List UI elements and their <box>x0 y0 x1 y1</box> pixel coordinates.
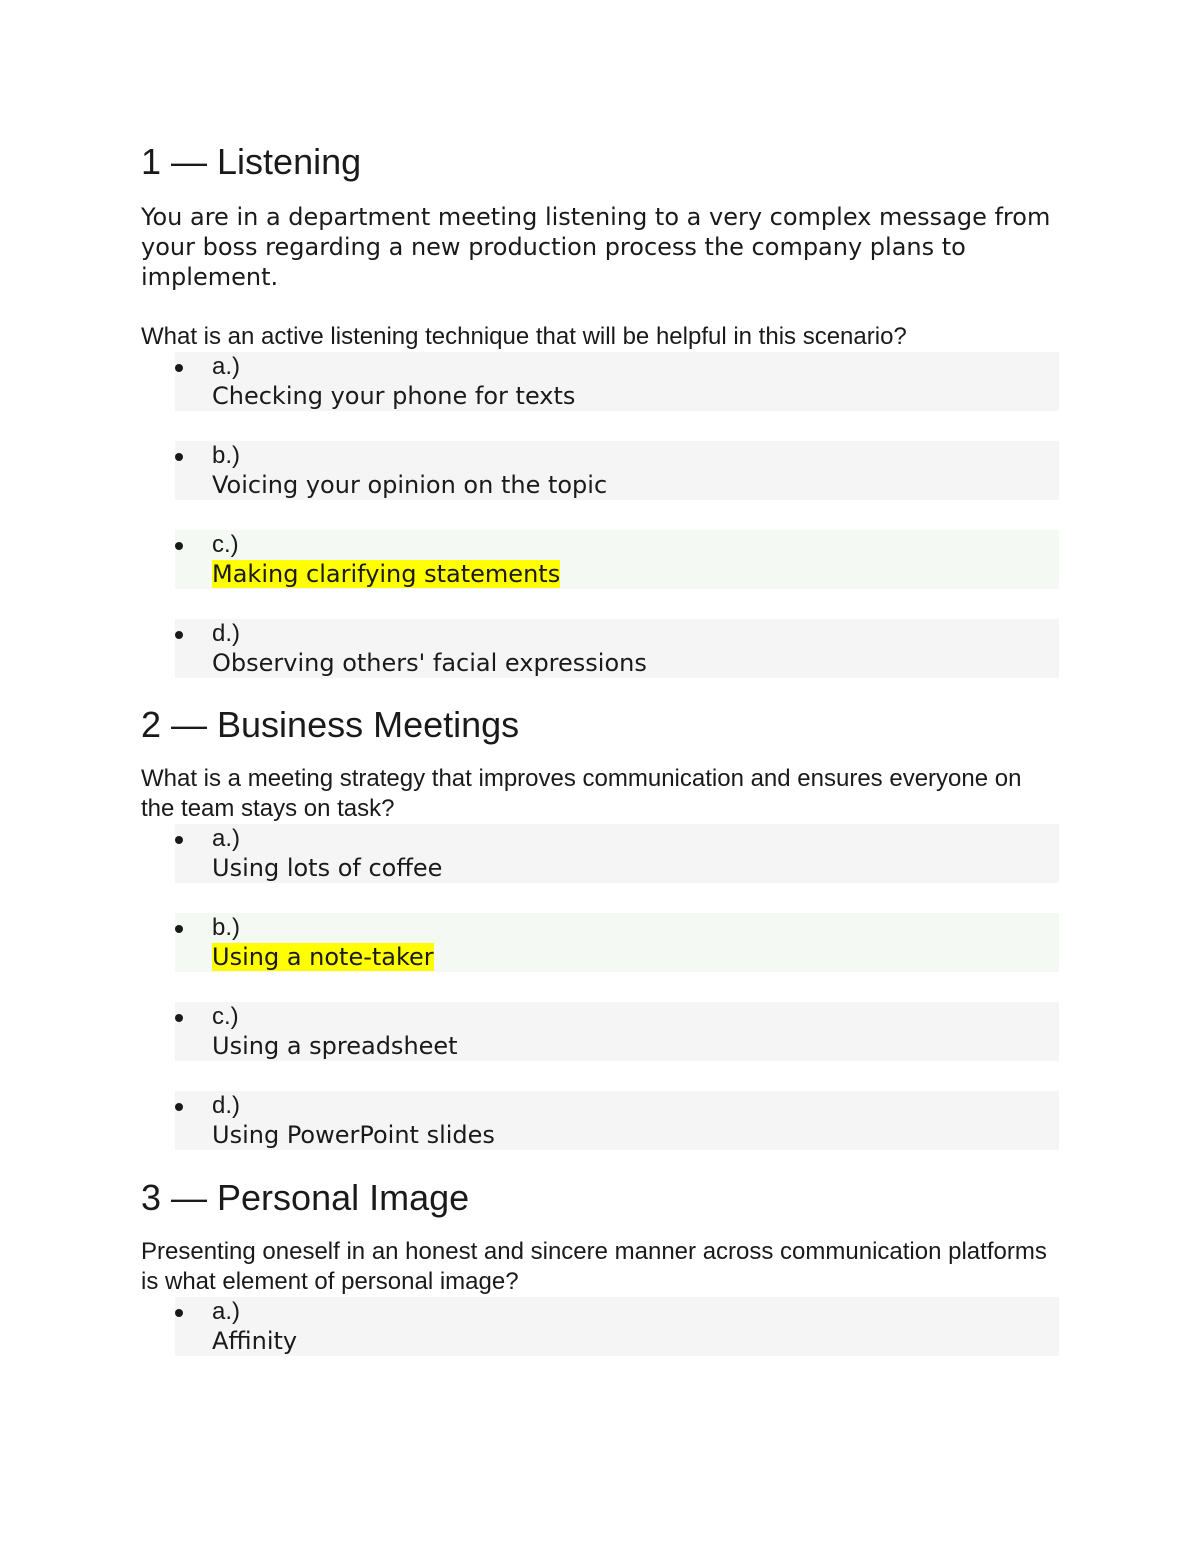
option-spacer <box>175 883 1061 913</box>
option-text: Using PowerPoint slides <box>212 1121 495 1149</box>
bullet-icon <box>175 364 183 372</box>
option-spacer <box>175 500 1061 530</box>
bullet-icon <box>175 542 183 550</box>
answer-options <box>141 352 1061 678</box>
answer-option-d[interactable] <box>175 619 1059 678</box>
answer-option-a[interactable] <box>175 824 1059 883</box>
correct-answer-highlight: Making clarifying statements <box>212 560 561 588</box>
option-letter: b.) <box>212 914 241 941</box>
bullet-icon <box>175 1103 183 1111</box>
scenario-text: You are in a department meeting listening to a very complex message from your boss regarding a new production process the company plans to implement. <box>141 203 1051 291</box>
answer-options <box>141 1297 1061 1356</box>
option-text: Observing others' facial expressions <box>212 649 647 677</box>
option-spacer <box>175 1061 1059 1091</box>
option-spacer <box>175 972 1061 1002</box>
answer-options <box>141 824 1061 1150</box>
option-text: Using lots of coffee <box>212 854 443 882</box>
section-business-meetings <box>141 705 1061 1150</box>
question-text: What is an active listening technique that will be helpful in this scenario? <box>141 323 907 350</box>
answer-option-b[interactable] <box>175 441 1059 500</box>
option-letter: a.) <box>212 353 241 380</box>
bullet-icon <box>175 925 183 933</box>
option-text-wrapper <box>175 942 1059 972</box>
option-text-wrapper <box>175 559 1059 589</box>
bullet-icon <box>175 1309 183 1317</box>
answer-option-d[interactable] <box>175 1091 1059 1150</box>
option-letter: c.) <box>212 531 239 558</box>
option-text: Checking your phone for texts <box>212 382 576 410</box>
bullet-icon <box>175 1014 183 1022</box>
answer-option-b[interactable] <box>175 913 1059 972</box>
section-listening <box>141 142 1061 678</box>
question-text: Presenting oneself in an honest and sincere manner across communication platforms is what element of personal image? <box>141 1238 1047 1295</box>
question-text: What is a meeting strategy that improves communication and ensures everyone on the team stays on task? <box>141 765 1022 822</box>
bullet-icon <box>175 836 183 844</box>
correct-answer-highlight: Using a note-taker <box>212 943 434 971</box>
option-letter: d.) <box>212 1092 241 1119</box>
section-heading: 2 — Business Meetings <box>141 704 520 745</box>
option-letter: a.) <box>212 825 241 852</box>
section-personal-image <box>141 1178 1061 1356</box>
option-letter: a.) <box>212 1298 241 1325</box>
option-text: Voicing your opinion on the topic <box>212 471 608 499</box>
option-letter: c.) <box>212 1003 239 1030</box>
option-spacer <box>175 589 1061 619</box>
bullet-icon <box>175 453 183 461</box>
option-letter: b.) <box>212 442 241 469</box>
answer-option-a[interactable] <box>175 1297 1059 1356</box>
option-text: Affinity <box>212 1327 298 1355</box>
option-spacer <box>175 411 1059 441</box>
section-heading: 3 — Personal Image <box>141 1177 470 1218</box>
section-heading: 1 — Listening <box>141 141 362 182</box>
option-text: Using a spreadsheet <box>212 1032 458 1060</box>
answer-option-c[interactable] <box>175 1002 1059 1061</box>
option-letter: d.) <box>212 620 241 647</box>
answer-option-c[interactable] <box>175 530 1059 589</box>
answer-option-a[interactable] <box>175 352 1059 411</box>
bullet-icon <box>175 631 183 639</box>
